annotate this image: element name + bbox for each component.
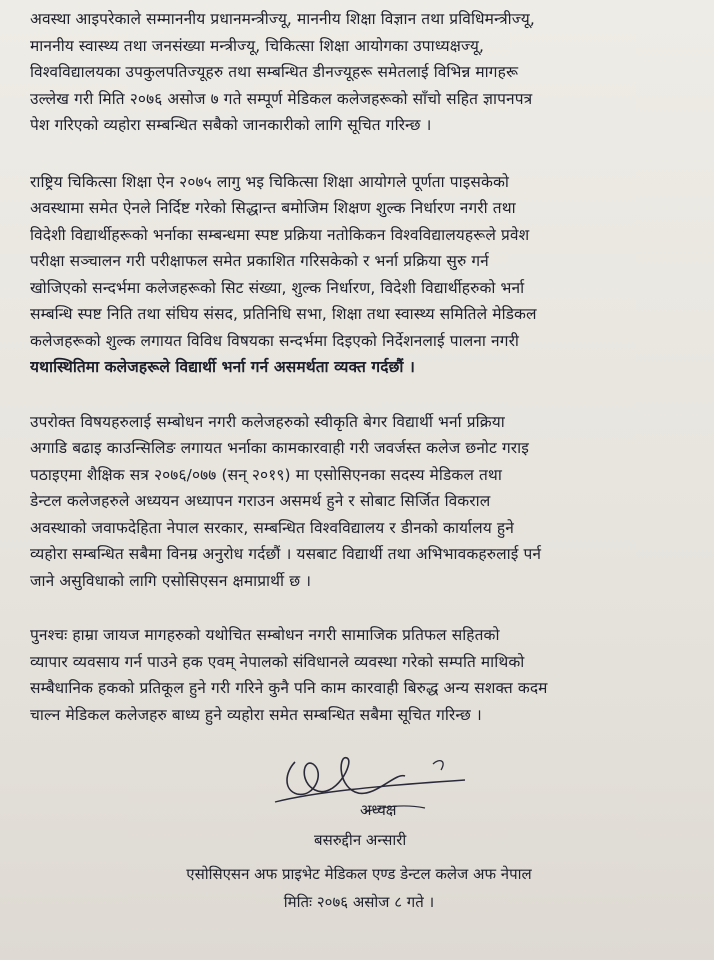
text-line: व्यापार व्यवसाय गर्न पाउने हक एवम् नेपालको संविधानले व्यवस्था गरेको सम्पति माथिको [30,652,525,671]
text-line: राष्ट्रिय चिकित्सा शिक्षा ऐन २०७५ लागु भइ चिकित्सा शिक्षा आयोगले पूर्णता पाइसकेको [30,172,510,191]
text-line: जाने असुविधाको लागि एसोसिएसन क्षमाप्रार्थी छ । [30,571,312,590]
text-line: पेश गरिएको व्यहोरा सम्बन्धित सबैको जानकारीको लागि सूचित गरिन्छ । [30,116,432,134]
text-line: अवस्थामा समेत ऐनले निर्दिष्ट गरेको सिद्धान्त बमोजिम शिक्षण शुल्क निर्धारण नगरी तथा [30,199,516,217]
paragraph-gap [30,139,688,169]
text-line: विदेशी विद्यार्थीहरूको भर्नाका सम्बन्धमा स्पष्ट प्रक्रिया नतोकिकन विश्वविद्यालयहरूले प्रवेश [30,225,530,244]
bold-statement: यथास्थितिमा कलेजहरूले विद्यार्थी भर्ना गर्न असमर्थता व्यक्त गर्दछौं । [30,358,416,376]
text-line: अगाडि बढाइ काउन्सिलिङ लगायत भर्नाका कामकारवाही गरी जवर्जस्त कलेज छनोट गराइ [30,439,529,457]
text-line: परीक्षा सञ्चालन गरी परीक्षाफल समेत प्रकाशित गरिसकेको र भर्ना प्रक्रिया सुरु गर्न [30,252,489,270]
text-line: उपरोक्त विषयहरुलाई सम्बोधन नगरी कलेजहरुको स्वीकृति बेगर विद्यार्थी भर्ना प्रक्रिया [30,412,505,431]
text-line: डेन्टल कलेजहरुले अध्ययन अध्यापन गराउन असमर्थ हुने र सोबाट सिर्जित विकराल [30,492,491,510]
text-line: पुनश्चः हाम्रा जायज मागहरुको यथोचित सम्बोधन नगरी सामाजिक प्रतिफल सहितको [30,626,500,644]
paragraph-2 [30,169,688,381]
organization-name: एसोसिएसन अफ प्राइभेट मेडिकल एण्ड डेन्टल कलेज अफ नेपाल [186,865,532,883]
text-line: सम्बन्धि स्पष्ट निति तथा संघिय संसद, प्रतिनिधि सभा, शिक्षा तथा स्वास्थ्य समितिले मेडिकल [30,305,537,323]
paragraph-gap [30,381,688,409]
text-line: खोजिएको सन्दर्भमा कलेजहरूको सिट संख्या, शुल्क निर्धारण, विदेशी विद्यार्थीहरुको भर्ना [30,278,525,297]
text-line: व्यहोरा सम्बन्धित सबैमा विनम्र अनुरोध गर्दछौं । यसबाट विद्यार्थी तथा अभिभावकहरुलाई पर्न [30,545,542,563]
text-line: चाल्न मेडिकल कलेजहरु बाध्य हुने व्यहोरा समेत सम्बन्धित सबैमा सूचित गरिन्छ । [30,705,482,724]
letter-date: मितिः २०७६ असोज ८ गते । [283,893,435,911]
text-line: पठाइएमा शैक्षिक सत्र २०७६/०७७ (सन् २०१९) मा एसोसिएनका सदस्य मेडिकल तथा [30,465,502,484]
paragraph-gap [30,594,688,622]
text-line: सम्बैधानिक हकको प्रतिकूल हुने गरी गरिने कुनै पनि काम कारवाही बिरुद्ध अन्य सशक्त कदम [30,679,548,697]
paragraph-1 [30,6,688,139]
text-line: विश्वविद्यालयका उपकुलपतिज्यूहरु तथा सम्बन्धित डीनज्यूहरू समेतलाई विभिन्न मागहरू [30,63,519,81]
paragraph-4-postscript [30,622,688,728]
signature-block [30,742,688,932]
text-line: अवस्थाको जवाफदेहिता नेपाल सरकार, सम्बन्धित विश्वविद्यालय र डीनको कार्यालय हुने [30,518,514,537]
paragraph-3 [30,409,688,595]
text-line: कलेजहरूको शुल्क लगायत विविध विषयका सन्दर्भमा दिइएको निर्देशनलाई पालना नगरी [30,331,520,350]
text-line: अवस्था आइपरेकाले सम्माननीय प्रधानमन्त्रीज्यू, माननीय शिक्षा विज्ञान तथा प्रविधिमन्त्रीज्यू, [30,10,535,28]
signatory-name: बसरुद्दीन अन्सारी [314,831,407,849]
text-line: उल्लेख गरी मिति २०७६ असोज ७ गते सम्पूर्ण मेडिकल कलेजहरूको साँचो सहित ज्ञापनपत्र [30,89,533,108]
signatory-role: अध्यक्ष [360,801,397,819]
text-line: माननीय स्वास्थ्य तथा जनसंख्या मन्त्रीज्यू, चिकित्सा शिक्षा आयोगका उपाध्यक्षज्यू, [30,36,485,55]
